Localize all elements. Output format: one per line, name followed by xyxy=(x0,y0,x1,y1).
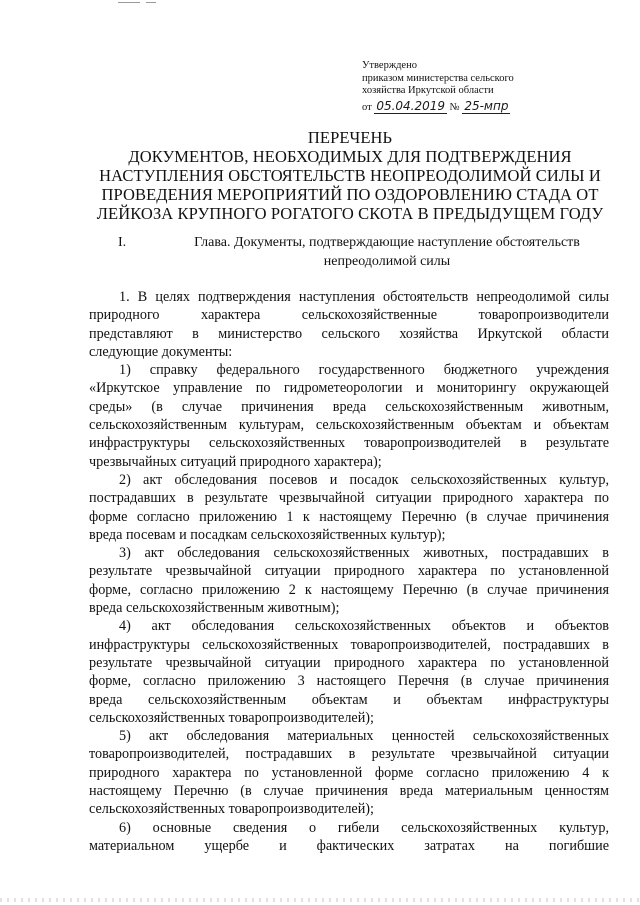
text-line: форме, согласно приложению 3 настоящего Перечня (в случае причинения xyxy=(89,673,609,690)
title-line: ДОКУМЕНТОВ, НЕОБХОДИМЫХ ДЛЯ ПОДТВЕРЖДЕНИЯ xyxy=(128,147,572,166)
handwritten-number: 25-мпр xyxy=(464,98,509,113)
title-line: ЛЕЙКОЗА КРУПНОГО РОГАТОГО СКОТА В ПРЕДЫДУЩЕМ ГОДУ xyxy=(96,204,604,223)
scan-artifact xyxy=(146,2,156,3)
text-line: вреда сельскохозяйственным животным); xyxy=(89,600,340,617)
text-line: природного характера сельскохозяйственные товаропроизводители xyxy=(89,307,609,324)
chapter-title xyxy=(156,233,618,271)
document-title xyxy=(80,128,620,223)
approval-line: хозяйства Иркутской области xyxy=(362,85,494,96)
text-line: 6) основные сведения о гибели сельскохозяйственных культур, xyxy=(119,819,609,836)
text-line: сельскохозяйственных товаропроизводителей); xyxy=(89,801,374,818)
title-line: НАСТУПЛЕНИЯ ОБСТОЯТЕЛЬСТВ НЕОПРЕОДОЛИМОЙ СИЛЫ И xyxy=(99,166,601,185)
text-line: 3) акт обследования сельскохозяйственных животных, пострадавших в xyxy=(119,545,609,562)
handwritten-date: 05.04.2019 xyxy=(376,98,446,113)
text-line: результате чрезвычайной ситуации природного характера по установленной xyxy=(89,563,609,580)
text-line: материальном ущербе и фактических затратах на погибшие xyxy=(89,837,609,854)
approval-stamp-block xyxy=(362,60,562,114)
text-line: результате чрезвычайной ситуации природного характера по установленной xyxy=(89,654,609,671)
approval-line: Утверждено xyxy=(362,60,417,71)
number-prefix: № xyxy=(449,101,460,113)
text-line: 1) справку федерального государственного бюджетного учреждения xyxy=(119,362,609,379)
text-line: пострадавших в результате чрезвычайной ситуации природного характера по xyxy=(89,490,609,507)
text-line: следующие документы: xyxy=(89,343,233,360)
text-line: настоящему Перечню (в случае причинения вреда материальным ценностям xyxy=(89,783,609,800)
text-line: чрезвычайных ситуаций природного характера); xyxy=(89,453,382,470)
scan-artifact xyxy=(0,898,640,902)
text-line: представляют в министерство сельского хозяйства Иркутской области xyxy=(89,325,609,342)
text-line: вреда сельскохозяйственным объектам и объектам инфраструктуры xyxy=(89,691,609,708)
text-line: природного характера по установленной форме согласно приложению 4 к xyxy=(89,764,609,781)
text-line: среды» (в случае причинения вреда сельскохозяйственным животным, xyxy=(89,398,609,415)
text-line: товаропроизводителей, пострадавших в результате чрезвычайной ситуации xyxy=(89,746,609,763)
text-line: форме согласно приложению 1 к настоящему Перечню (в случае причинения xyxy=(89,508,609,525)
text-line: «Иркутское управление по гидрометеорологии и мониторингу окружающей xyxy=(89,380,609,397)
chapter-number: I. xyxy=(118,235,127,250)
title-line: ПРОВЕДЕНИЯ МЕРОПРИЯТИЙ ПО ОЗДОРОВЛЕНИЮ СТАДА ОТ xyxy=(101,185,599,204)
text-line: инфраструктуры сельскохозяйственных товаропроизводителей в результате xyxy=(89,435,609,452)
text-line: 5) акт обследования материальных ценностей сельскохозяйственных xyxy=(119,728,609,745)
date-prefix: от xyxy=(362,101,372,113)
text-line: форме, согласно приложению 2 к настоящему Перечню (в случае причинения xyxy=(89,581,609,598)
text-line: сельскохозяйственных товаропроизводителей); xyxy=(89,709,374,726)
text-line: 1. В целях подтверждения наступления обстоятельств непреодолимой силы xyxy=(119,289,609,305)
text-line: инфраструктуры сельскохозяйственных товаропроизводителей, пострадавших в xyxy=(89,636,609,653)
chapter-title-line: Глава. Документы, подтверждающие наступление обстоятельств xyxy=(194,235,580,250)
text-line: сельскохозяйственным культурам, сельскохозяйственным объектам и объектам xyxy=(89,417,609,434)
text-line: 4) акт обследования сельскохозяйственных объектов и объектов xyxy=(119,618,609,635)
document-body xyxy=(89,288,609,855)
approval-date-line xyxy=(362,100,562,115)
text-line: 2) акт обследования посевов и посадок сельскохозяйственных культур, xyxy=(119,471,609,488)
scan-artifact xyxy=(118,2,140,3)
text-line: вреда посевам и посадкам сельскохозяйственных культур); xyxy=(89,526,446,543)
approval-line: приказом министерства сельского xyxy=(362,72,514,84)
chapter-title-line: непреодолимой силы xyxy=(323,254,451,269)
title-line: ПЕРЕЧЕНЬ xyxy=(307,128,393,147)
